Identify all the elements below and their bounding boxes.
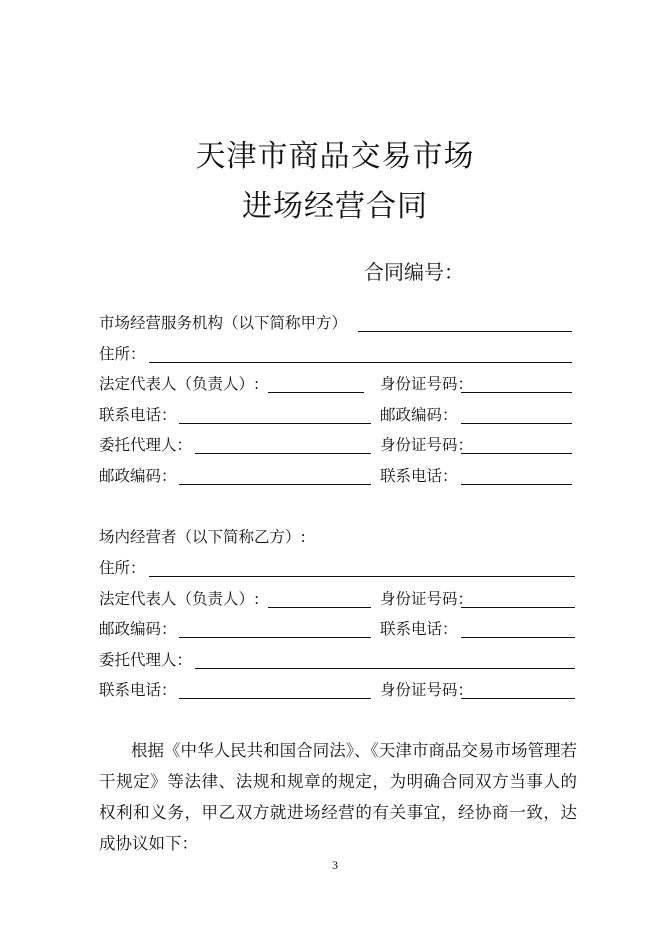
party-a-phone-2-label: 联系电话：	[380, 467, 458, 485]
document-title-line-1: 天津市商品交易市场	[195, 139, 475, 174]
party-a-legal-rep-label: 法定代表人（负责人）:	[99, 375, 260, 393]
party-a-id-line	[461, 392, 572, 393]
party-a-address-line	[149, 362, 572, 363]
party-b-postcode-line	[179, 637, 371, 638]
party-a-postcode-2-line	[179, 484, 371, 485]
party-a-phone-label: 联系电话：	[99, 406, 177, 424]
party-b-agent-label: 委托代理人：	[99, 651, 193, 669]
party-b-phone-2-line	[179, 698, 371, 699]
party-b-phone-label: 联系电话：	[380, 620, 458, 638]
page-number: 3	[332, 858, 338, 872]
party-b-agent-line	[195, 668, 575, 669]
party-a-postcode-line	[461, 423, 572, 424]
party-b-phone-2-label: 联系电话：	[99, 681, 177, 699]
party-a-heading: 市场经营服务机构（以下简称甲方）	[99, 314, 348, 332]
party-a-agent-line	[195, 453, 371, 454]
party-b-id-label: 身份证号码：	[380, 590, 474, 608]
party-b-address-label: 住所：	[99, 559, 146, 577]
party-b-phone-line	[461, 637, 575, 638]
party-b-heading: 场内经营者（以下简称乙方）:	[99, 528, 306, 546]
party-b-legal-rep-label: 法定代表人（负责人）:	[99, 590, 260, 608]
party-a-legal-rep-line	[268, 392, 364, 393]
party-a-id-label: 身份证号码：	[380, 375, 474, 393]
party-a-name-line	[358, 331, 572, 332]
document-title-line-2: 进场经营合同	[242, 189, 428, 224]
party-b-postcode-label: 邮政编码：	[99, 620, 177, 638]
preamble-paragraph: 根据《中华人民共和国合同法》、《天津市商品交易市场管理若干规定》等法律、法规和规章的规定，为明确合同双方当事人的权利和义务，甲乙双方就进场经营的有关事宜，经协商一致，达成协议如下：	[99, 741, 577, 853]
party-b-agent-id-line	[461, 698, 575, 699]
party-a-postcode-2-label: 邮政编码：	[99, 467, 177, 485]
party-a-agent-id-line	[461, 453, 572, 454]
party-a-postcode-label: 邮政编码：	[380, 406, 458, 424]
party-a-phone-line	[179, 423, 371, 424]
party-b-address-line	[149, 576, 575, 577]
party-b-legal-rep-line	[268, 607, 371, 608]
contract-number-label: 合同编号：	[364, 260, 464, 284]
party-a-agent-label: 委托代理人：	[99, 436, 193, 454]
party-a-address-label: 住所：	[99, 345, 146, 363]
party-b-agent-id-label: 身份证号码：	[380, 681, 474, 699]
party-a-phone-2-line	[461, 484, 572, 485]
party-a-agent-id-label: 身份证号码：	[380, 436, 474, 454]
party-b-id-line	[461, 607, 575, 608]
